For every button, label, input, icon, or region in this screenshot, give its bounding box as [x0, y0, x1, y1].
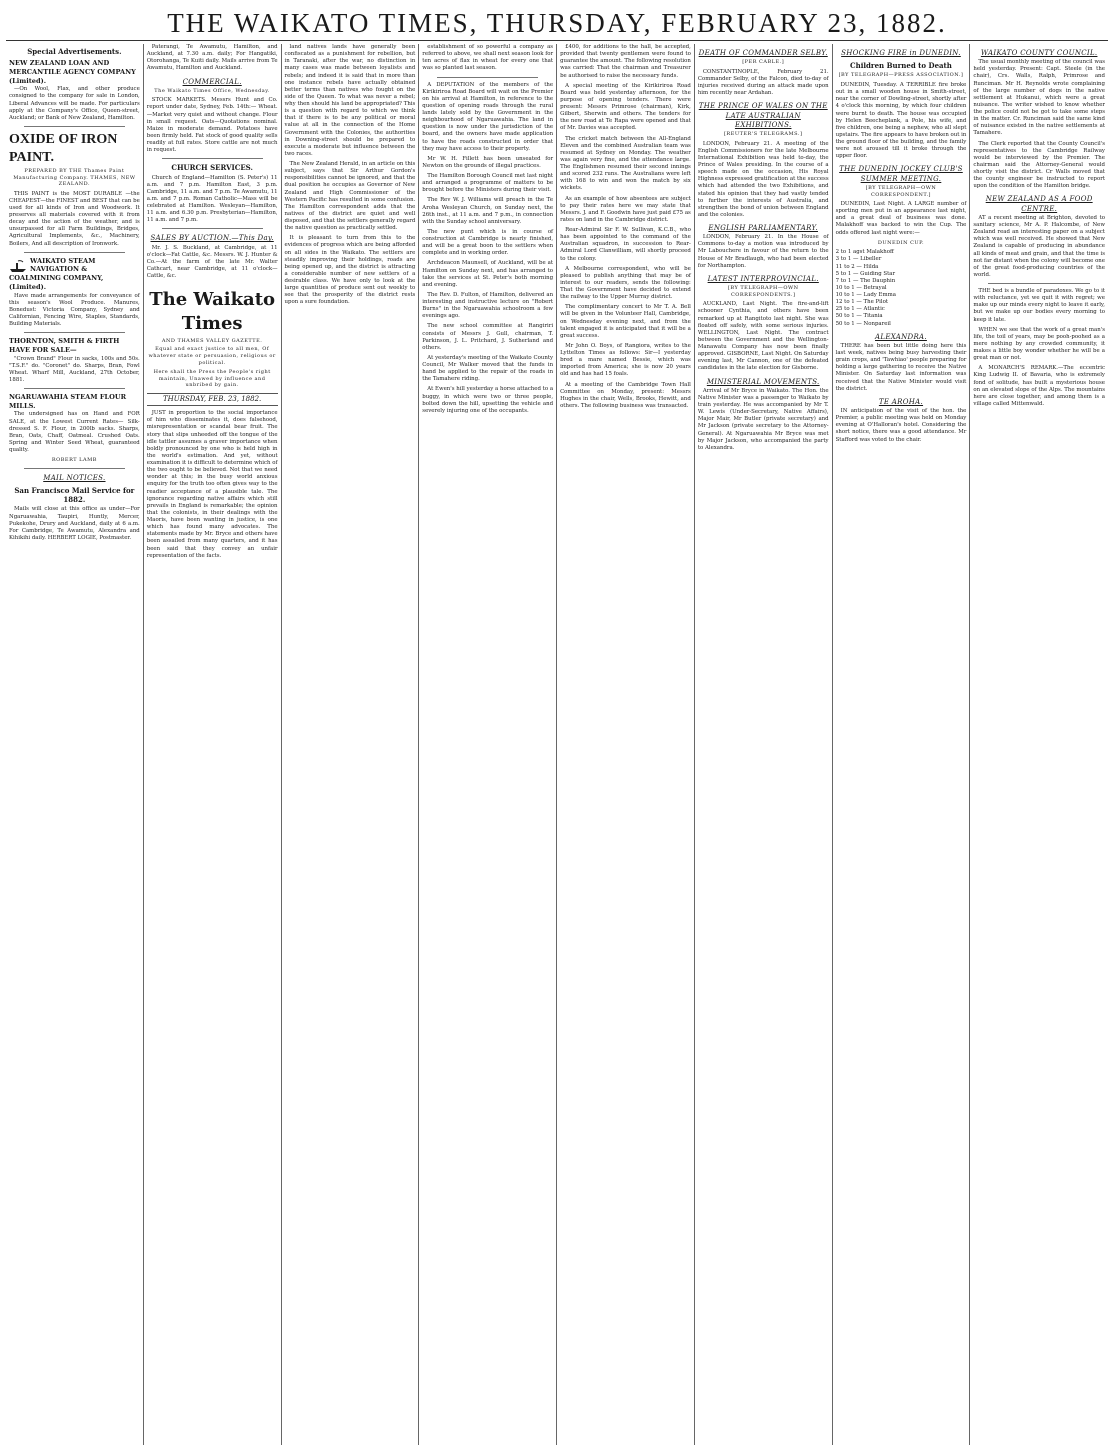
odds-heading: DUNEDIN CUP.: [877, 239, 925, 246]
church-heading: CHURCH SERVICES.: [171, 163, 253, 173]
mail-body: Mails will close at this office as under—For Ngaruawahia, Taupiri, Huntly, Mercer, Pukekohe, Drury and Auckland, daily at 6 a.m. For Cambridge, Te Awamutu, Alexandra and Kihikihi daily. HERBERT LOGIE, Postmaster.: [9, 506, 140, 541]
article-subheading: [REUTER'S TELEGRAMS.]: [723, 131, 803, 138]
article-body: WHEN we see that the work of a great man's life, the toil of years, may be pooh-poohed as a mere nothing by any crowded community, it makes a little boy wonder whether he will be a great man or not.: [973, 326, 1105, 362]
news-item: Mr W. H. Fillett has been unseated for Newton on the grounds of illegal practices.: [422, 155, 554, 169]
editorial-body: land natives lands have generally been confiscated as a punishment for rebellion, but in Taranaki, after the war, no distinction in many cases was made between loyalists and rebels; and indeed it is said that in more than one instance rebels have actually obtained better terms than natives who fought on the side of the Queen. To what was never a rebel; why then should his land be appropriated? This is a question with regard to which we think that if there is to be any political or moral value at all in the connection of the Home Government with the Colonies, the authorities in Downing-street should be prepared to execute a moderate but influence between the two races.: [284, 44, 416, 157]
columns: [6, 44, 1108, 1445]
odds-item: 50 to 1 — Titania: [835, 313, 883, 320]
commercial-heading: COMMERCIAL.: [182, 77, 242, 86]
mail-heading: MAIL NOTICES.: [43, 473, 106, 482]
ad-body: THIS PAINT is the MOST DURABLE —the CHEAPEST—the FINEST and BEST that can be used for all kinds of Iron and Woodwork. It preserves all materials covered with it from decay and the action of the weather, and is unsurpassed for all Farm Buildings, Bridges, Agricultural Implements, &c., Machinery, Boilers, And all description of Ironwork.: [9, 190, 140, 247]
article-body: The Clerk reported that the County Council's representatives to the Cambridge Railway would be interviewed by the Premier. The chairman said the Attorney-General would shortly visit the district. Cr Walls moved that the county engineer be instructed to report upon the condition of the Hamilton bridge.: [973, 140, 1105, 190]
news-item: At a meeting of the Cambridge Town Hall Committee on Monday, present: Messrs Hughes in the chair, Wells, Brooks, Hewitt, and others. The following business was transacted.: [560, 381, 691, 409]
article-body: IN anticipation of the visit of the hon. the Premier, a public meeting was held on Monday evening at O'Halloran's hotel. Considering the short notice, there was a good attendance. Mr Stafford was voted to the chair.: [835, 408, 967, 443]
article-heading: LATEST INTERPROVINCIAL.: [707, 274, 819, 283]
ad-body: "Crown Brand" Flour in sacks, 100s and 50s. "T.S.F." do. "Coronet" do. Sharps, Bran, Fowl Wheat. Wharf Mill, Auckland, 27th October, 1881.: [9, 355, 140, 383]
article-body: THERE has been but little doing here this last week, natives being busy harvesting their grain crops, and 'Tawhiao' people preparing for holding a large gathering to receive the Native Minister. On Saturday last information was received that the Native Minister would visit the district.: [835, 342, 967, 392]
odds-item: 3 to 1 — Libeller: [835, 256, 882, 263]
odds-item: 2 to 1 agst Malakhoff: [835, 249, 894, 256]
masthead-rule: [6, 40, 1108, 41]
paper-subtitle: AND THAMES VALLEY GAZETTE.: [161, 337, 263, 344]
ad-title: NGARUAWAHIA STEAM FLOUR MILLS.: [9, 393, 127, 410]
ad-title: WAIKATO STEAM NAVIGATION & COALMINING COMPANY, (Limited).: [9, 256, 104, 291]
ad-title: OXIDE OF IRON PAINT.: [9, 131, 118, 166]
paper-motto: Equal and exact justice to all men, Of whatever state or persuasion, religious or political.: [148, 346, 276, 366]
article-heading: ALEXANDRA.: [875, 332, 927, 341]
news-item: At Ewen's hill yesterday a horse attached to a buggy, in which were two or three people, bolted down the hill, upsetting the vehicle and severely injuring one of the occupants.: [422, 386, 554, 414]
odds-item: 7 to 1 — The Dauphin: [835, 277, 896, 284]
news-item: The new punt which is in course of construction at Cambridge is nearly finished, and will be a great boon to the settlers when complete and in working order.: [422, 228, 554, 257]
news-item: At yesterday's meeting of the Waikato County Council, Mr Walker moved that the funds in hand be applied to the repair of the roads in the Tamahere riding.: [422, 354, 554, 383]
news-item: The new school committee at Rangiriri consists of Messrs J. Gull, chairman, T. Parkinson, J. L. Pritchard, J. Sutherland and others.: [422, 323, 554, 351]
news-item: £400, for additions to the hall, be accepted, provided that twenty gentlemen were found to guarantee the amount. The following resolution was carried: That the chairman and Treasurer be authorised to raise the necessary funds.: [560, 44, 691, 79]
divider: [24, 388, 125, 389]
column-4: [419, 44, 557, 1445]
article-heading: NEW ZEALAND AS A FOOD CENTRE.: [985, 195, 1093, 213]
news-item: The cricket match between the All-England Eleven and the combined Australian team was resumed at Sydney on Monday. The weather was again very fine, and the attendance large. The Englishmen resumed their second innings and scored 232 runs. The Australians were left with 168 to win and won the match by six wickets.: [560, 135, 691, 192]
editorial-body: The New Zealand Herald, in an article on this subject, says that Sir Arthur Gordon's responsibilities cannot be ignored, and that the dual position he occupies as Governor of New Zealand and High Commissioner of the Western Pacific has resulted in some confusion. The Hamilton correspondent adds that the natives of the district are quiet and well disposed, and that the settlers generally regard the native question as practically settled.: [284, 161, 416, 232]
article-body: CONSTANTINOPLE, February 21. Commander Selby, of the Falcon, died to-day of injuries received during an attack made upon him recently near Ardahan.: [697, 68, 829, 97]
news-item: establishment of so powerful a company as referred to above, we shall next season look for ten acres of flax in wheat for every one that was so planted last season.: [422, 44, 554, 72]
news-item: Archdeacon Maunsell, of Auckland, will be at Hamilton on Sunday next, and has arranged to take the services at St. Peter's both morning and evening.: [422, 260, 554, 288]
news-item: A Melbourne correspondent, who will be pleased to publish anything that may be of interest to our readers, sends the following: That the Government have decided to extend the railway to the Upper Murray district.: [560, 265, 691, 301]
article-body: LONDON, February 21. In the House of Commons to-day a motion was introduced by Mr Labouchere in favour of the return to the House of Mr Bradlaugh, who had been elected for Northampton.: [697, 234, 829, 269]
article-body: Arrival of Mr Bryce in Waikato. The Hon. the Native Minister was a passenger to Waikato by train yesterday. He was accompanied by Mr T. W. Lewis (Under-Secretary, Native Affairs), Major Mair, Mr Butler (private secretary) and Mr Jackson (private secretary to the Attorney-General). At Ngaruawahia Mr Bryce was met by Major Jackson, who accompanied the party to Alexandra.: [697, 387, 829, 451]
editorial-body: JUST in proportion to the social importance of him who disseminates it, does falsehood, misrepresentation or scandal bear fruit. The story that slips unheeded off the tongue of the idle tattler assumes a graver importance when boldly pronounced by one who is held high in the world's estimation. And yet, without examination it is difficult to determine which of the two ought to be believed. Not that we need wonder at this; in the busy world anxious enquiry for the truth too often gives way to the readier acceptance of a plausible tale. The ignorance regarding native affairs which still prevails in England is remarkable; the opinion that the colonists, in their dealings with the Maoris, have been wanting in justice, is one which has found many advocates. The statements made by Mr. Bryce and others have been assailed from many quarters, and it has been said that they convey an unfair representation of the facts.: [146, 410, 278, 559]
article-heading: SHOCKING FIRE in DUNEDIN.: [841, 49, 961, 57]
church-body: Church of England—Hamilton (S. Peter's) 11 a.m. and 7 p.m. Hamilton East, 3 p.m. Cambridge, 11 a.m. and 7 p.m. Te Awamutu, 11 a.m. and 7 p.m. Roman Catholic—Mass will be celebrated at Hamilton. Wesleyan—Hamilton, 11 a.m. and 6.30 p.m. Presbyterian—Hamilton, 11 a.m. and 7 p.m.: [146, 174, 278, 224]
article-heading: THE DUNEDIN JOCKEY CLUB'S SUMMER MEETING.: [839, 165, 963, 183]
article-body: DUNEDIN, Tuesday. A TERRIBLE fire broke out in a small wooden house in Smith-street, near the corner of Dowling-street, shortly after 4 o'clock this morning, by which four children were burnt to death. The house was occupied by Helen Beecheplank, a Pole, his wife, and five children, one being a nephew, who all slept upstairs. The fire appears to have broken out in the ground floor of the building, and the family were not aroused till it broke through the upper floor.: [835, 82, 967, 160]
divider: [24, 468, 125, 469]
article-body: The usual monthly meeting of the council was held yesterday. Present: Capt. Steele (in the chair), Crs. Walls, Ralph, Primrose and Runciman. Mr H. Reynolds wrote complaining of the large number of dogs in the native settlement at Hukanui, which were a great nuisance. The writer wished to know whether the police could not be got to take some steps in the matter. Cr. Runciman said the same kind of nuisance existed in the native settlements at Tamahere.: [973, 59, 1105, 137]
news-item: A special meeting of the Kirikiriroa Road Board was held yesterday afternoon, for the purpose of opening tenders. There were present: Messrs Primrose (chairman), Kirk, Gilbert, Sherwin and others. The tenders for the new road at Te Rapa were opened and that of Mr. Davies was accepted.: [560, 82, 691, 132]
divider: [24, 252, 125, 253]
article-heading: DEATH OF COMMANDER SELBY.: [698, 49, 828, 57]
commercial-subheading: The Waikato Times Office, Wednesday.: [154, 87, 270, 94]
sales-body: Mr. J. S. Buckland, at Cambridge, at 11 o'clock—Fat Cattle, &c. Messrs. W. J. Hunter & Co.—At the farm of the late Mr. Walter Cathcart, near Cambridge, at 11 o'clock—Cattle, &c.: [146, 244, 278, 280]
column-8: [970, 44, 1108, 1445]
ad-signature: ROBERT LAMB: [51, 457, 97, 464]
masthead-title: THE WAIKATO TIMES, THURSDAY, FEBRUARY 23, 1882.: [167, 8, 947, 38]
odds-item: 25 to 1 — Atlantic: [835, 306, 885, 313]
article-heading: THE PRINCE OF WALES ON THE LATE AUSTRALIAN EXHIBITIONS.: [698, 102, 828, 129]
issue-date: THURSDAY, FEB. 23, 1882.: [147, 393, 278, 406]
odds-item: 11 to 2 — Hilda: [835, 263, 879, 270]
article-subheading: [BY TELEGRAPH—OWN CORRESPONDENT.]: [865, 184, 937, 198]
ad-title: THORNTON, SMITH & FIRTH HAVE FOR SALE—: [9, 337, 120, 354]
article-body: DUNEDIN, Last Night. A LARGE number of sporting men put in an appearance last night, and a great deal of business was done. Malakhoff was backed to win the Cup. The odds offered last night were:—: [835, 201, 967, 236]
ad-title: NEW ZEALAND LOAN AND MERCANTILE AGENCY COMPANY (Limited).: [9, 59, 136, 85]
odds-list: [836, 249, 967, 327]
column-6: [695, 44, 833, 1445]
news-item: As an example of how absentees are subject to pay their rates here we may state that Messrs. J. and F. Goodwin have just paid £75 as rates on land in the Cambridge district.: [560, 195, 691, 223]
column-1: [6, 44, 144, 1445]
divider: [437, 77, 538, 78]
column-3: [282, 44, 420, 1445]
column-5: [557, 44, 695, 1445]
article-heading: MINISTERIAL MOVEMENTS.: [706, 377, 820, 386]
article-body: LONDON, February 21. A meeting of the English Commissioners for the late Melbourne International Exhibition was held to-day, the Prince of Wales presiding. In the course of a speech made on the occasion, His Royal Highness expressed gratification at the success which had attended the two Exhibitions, and stated his opinion that they had vastly tended to further the interests of Australia, and strengthen the bond of union between England and the colonies.: [697, 140, 829, 218]
divider: [24, 332, 125, 333]
article-subheading: [BY TELEGRAPH—PRESS ASSOCIATION.]: [838, 72, 964, 79]
section-heading: Special Advertisements.: [27, 47, 122, 56]
divider: [988, 283, 1090, 284]
mail-subheading: San Francisco Mail Service for 1882.: [14, 486, 135, 505]
article-subheading: [PER CABLE.]: [742, 59, 785, 66]
article-heading: WAIKATO COUNTY COUNCIL.: [980, 49, 1098, 57]
article-subheading: [BY TELEGRAPH—OWN CORRESPONDENTS.]: [727, 285, 799, 298]
article-body: THE bed is a bundle of paradoxes. We go to it with reluctance, yet we quit it with regret; we make up our minds every night to leave it early, but we make up our bodies every morning to keep it late.: [973, 288, 1105, 323]
news-item: The complimentary concert to Mr T. A. Bell will be given in the Volunteer Hall, Cambridge, on Wednesday evening next, and from the talent engaged it is anticipated that it will be a great success.: [560, 304, 691, 339]
ad-subtitle: PREPARED BY THE Thames Paint Manufacturing Company. THAMES, NEW ZEALAND.: [13, 167, 136, 188]
article-body: AT a recent meeting at Brighton, devoted to sanitary science, Mr A. P. Halcombe, of New Zealand read an interesting paper on a subject which was well received. He showed that New Zealand is capable of producing in abundance all kinds of meat and grain, and that the time is not far distant when the colony will become one of the great food-producing countries of the world.: [973, 214, 1105, 278]
news-item: The Rev. D. Fulton, of Hamilton, delivered an interesting and instructive lecture on "Robert Burns" in the Ngaruawahia schoolroom a few evenings ago.: [422, 291, 554, 320]
mail-continued: Paterangi, Te Awamutu, Hamilton, and Auckland, at 7.30 a.m. daily; For Hangatiki, Otorohanga, Te Kuiti daily. Mails arrive from Te Awamutu, Hamilton and Auckland.: [146, 44, 278, 72]
odds-item: 12 to 1 — The Pilot: [835, 299, 888, 306]
divider: [162, 228, 263, 229]
divider: [162, 158, 263, 159]
editorial-body: It is pleasant to turn from this to the evidences of progress which are being afforded on all sides in the Waikato. The settlers are steadily improving their holdings, roads are being opened up, and the district is attracting a considerable number of new settlers of a desirable class. We have only to look at the large quantities of produce sent out weekly to see that the prosperity of the district rests upon a sure foundation.: [284, 235, 416, 306]
ad-body: The undersigned has on Hand and FOR SALE, at the Lowest Current Rates— Silk-dressed S. F. Flour, in 200lb sacks. Sharps, Bran, Oats, Chaff, Oatmeal. Crushed Oats. Spring and Winter Seed Wheat, guaranteed quality.: [9, 411, 140, 454]
article-heading: TE AROHA.: [878, 397, 924, 406]
news-item: The Hamilton Borough Council met last night and arranged a programme of matters to be brought before the Ministers during their visit.: [422, 173, 554, 194]
news-item: Rear-Admiral Sir F. W. Sullivan, K.C.B., who has been appointed to the command of the Australian squadron, in succession to Rear-Admiral Lord Clanwilliam, will shortly proceed to the colony.: [560, 227, 691, 262]
article-heading: ENGLISH PARLIAMENTARY.: [708, 224, 818, 232]
news-item: Mr John O. Boys, of Rangiora, writes to the Lyttelton Times as follows: Sir—I yesterday bred a mare named Bessie, which was imported from America; she is now 20 years old and has had 15 foals.: [560, 342, 691, 378]
sales-heading: SALES BY AUCTION.—This Day.: [150, 234, 274, 243]
ad-body: —On Wool, Flax, and other produce consigned to the company for sale in London, Liberal Advances will be made. For particulars apply at the Company's Office, Queen-street, Auckland; or Bank of New Zealand, Hamilton.: [9, 86, 140, 121]
divider: [24, 126, 125, 127]
column-2: [144, 44, 282, 1445]
article-subheading: Children Burned to Death: [850, 61, 952, 71]
paper-title: The Waikato Times: [149, 289, 276, 335]
news-item: The Rev W. J. Williams will preach in the Te Aroha Wesleyan Church, on Sunday next, the 26th inst., at 11 a.m. and 7 p.m., in connection with the Sunday school anniversary.: [422, 197, 554, 225]
article-body: AUCKLAND, Last Night. The fire-and-lift schooner Cynthia, and others have been remarked up at Rangitoto last night. She was floated off safely, with some serious injuries. WELLINGTON, Last Night. The contract between the Government and the Wellington-Manawatu Company has now been finally approved. GISBORNE, Last Night. On Saturday evening last, Mr Cannon, one of the defeated candidates in the late election for Gisborne.: [697, 301, 829, 372]
column-7: [833, 44, 971, 1445]
odds-item: 10 to 1 — Lady Emma: [835, 292, 896, 299]
ad-body: Have made arrangements for conveyance of this season's Wool Produce. Manures, Bonedust: Victoria Company, Sydney and Californian, Fencing Wire, Staples, Standards, Building Materials.: [9, 292, 140, 327]
article-body: A MONARCH'S REMARK.—The eccentric King Ludwig II. of Bavaria, who is extremely fond of solitude, has built a mysterious house on an elevated slope of the Alps. The mountains here are close together, and among them is a village called Mittenwald.: [973, 365, 1105, 407]
odds-item: 10 to 1 — Betrayal: [835, 284, 887, 291]
commercial-body: STOCK MARKETS. Messrs Hunt and Co. report under date, Sydney, Feb. 14th:— Wheat.—Market very quiet and without change. Flour in small request. Oats—Quotations nominal. Maize in moderate demand. Potatoes have been firmly held. Fat stock of good quality sells readily at full rates. Store cattle are not much in request.: [146, 97, 278, 154]
odds-item: 50 to 1 — Nonpareil: [835, 320, 891, 327]
steamship-icon: [9, 259, 27, 273]
odds-item: 5 to 1 — Guiding Star: [835, 270, 896, 277]
paper-motto: Here shall the Press the People's right maintain, Unawed by influence and unbribed by gain.: [153, 369, 271, 389]
news-item: A DEPUTATION of the members of the Kirikiriroa Road Board will wait on the Premier on his arrival at Hamilton, in reference to the question of opening roads through the rural lands lately sold by the Government in the neighbourhood of Ngaruawahia. The land in question is now under the jurisdiction of the board, and the owners have made application to have the roads constructed in order that they may have access to their property.: [422, 81, 554, 152]
